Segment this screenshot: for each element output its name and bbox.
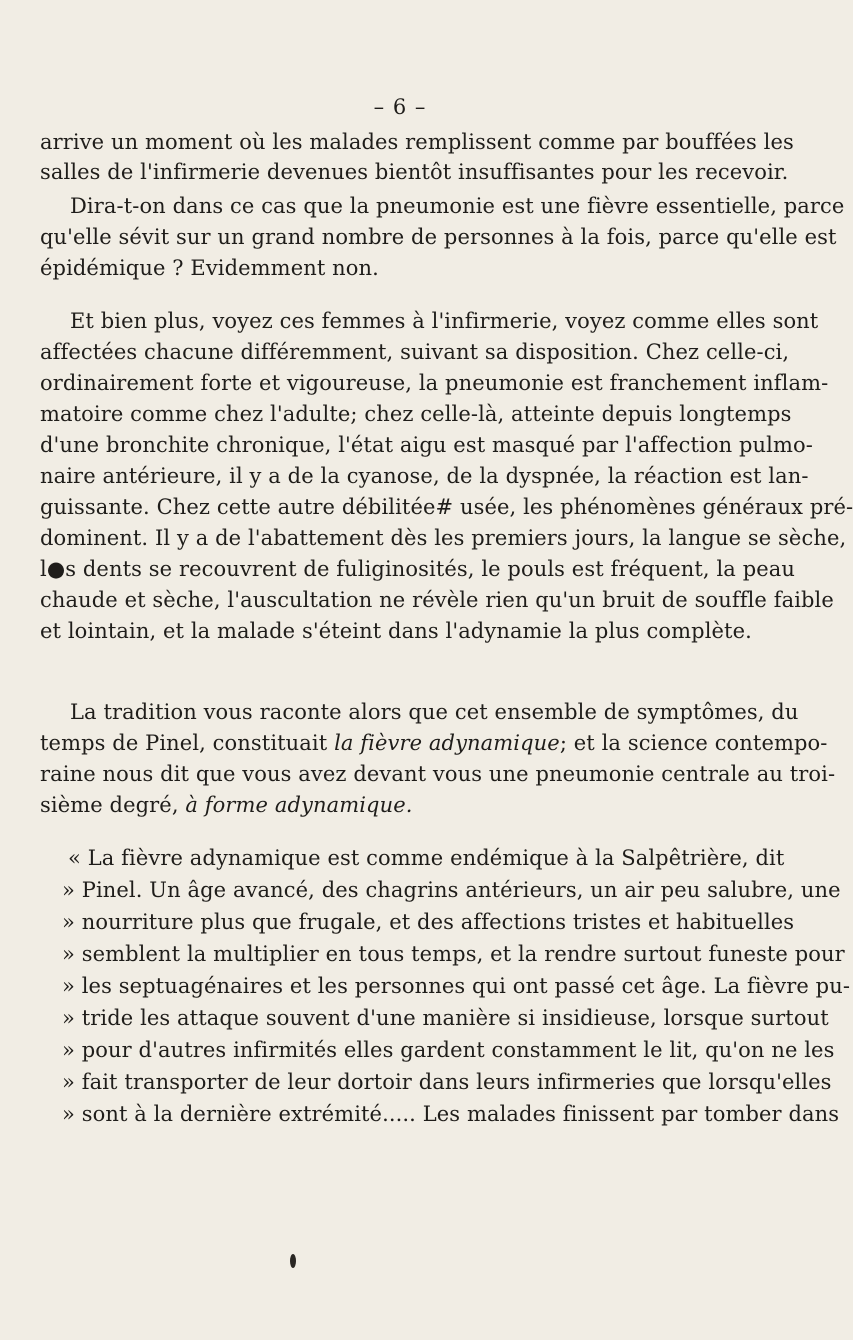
text-line: guissante. Chez cette autre débilitée# usée, les phénomènes généraux pré- xyxy=(40,495,853,519)
text-line: dominent. Il y a de l'abattement dès les premiers jours, la langue se sèche, xyxy=(40,526,847,550)
text-line: La tradition vous raconte alors que cet ensemble de symptômes, du xyxy=(70,700,799,724)
ink-blot xyxy=(290,1254,296,1268)
quote-line: » les septuagénaires et les personnes qui ont passé cet âge. La fièvre pu- xyxy=(62,974,851,998)
quote-line: » sont à la dernière extrémité..... Les malades finissent par tomber dans xyxy=(62,1102,840,1126)
text-line: ordinairement forte et vigoureuse, la pneumonie est franchement inflam- xyxy=(40,371,829,395)
text-line: épidémique ? Evidemment non. xyxy=(40,256,379,280)
text-run: sième degré, xyxy=(40,793,179,817)
text-line: et lointain, et la malade s'éteint dans l'adynamie la plus complète. xyxy=(40,619,752,643)
text-line: Et bien plus, voyez ces femmes à l'infirmerie, voyez comme elles sont xyxy=(70,309,819,333)
text-line: Dira-t-on dans ce cas que la pneumonie est une fièvre essentielle, parce xyxy=(70,194,845,218)
quote-line: » tride les attaque souvent d'une manière si insidieuse, lorsque surtout xyxy=(62,1006,829,1030)
text-line: matoire comme chez l'adulte; chez celle-là, atteinte depuis longtemps xyxy=(40,402,792,426)
page-number: – 6 – xyxy=(373,95,427,119)
text-line: chaude et sèche, l'auscultation ne révèle rien qu'un bruit de souffle faible xyxy=(40,588,834,612)
italic-term: la fièvre adynamique xyxy=(334,731,560,755)
quote-line: « La fièvre adynamique est comme endémique à la Salpêtrière, dit xyxy=(68,846,785,870)
quote-line: » fait transporter de leur dortoir dans leurs infirmeries que lorsqu'elles xyxy=(62,1070,832,1094)
text-line: qu'elle sévit sur un grand nombre de personnes à la fois, parce qu'elle est xyxy=(40,225,837,249)
text-line: salles de l'infirmerie devenues bientôt insuffisantes pour les recevoir. xyxy=(40,160,789,184)
text-line: d'une bronchite chronique, l'état aigu est masqué par l'affection pulmo- xyxy=(40,433,813,457)
italic-term: à forme adynamique. xyxy=(185,793,413,817)
text-line: raine nous dit que vous avez devant vous une pneumonie centrale au troi- xyxy=(40,762,836,786)
quote-line: » Pinel. Un âge avancé, des chagrins antérieurs, un air peu salubre, une xyxy=(62,878,841,902)
quote-line: » nourriture plus que frugale, et des affections tristes et habituelles xyxy=(62,910,795,934)
text-run: ; et la science contempo- xyxy=(559,731,828,755)
text-line: naire antérieure, il y a de la cyanose, de la dyspnée, la réaction est lan- xyxy=(40,464,809,488)
text-line: affectées chacune différemment, suivant sa disposition. Chez celle-ci, xyxy=(40,340,790,364)
text-line: arrive un moment où les malades remplissent comme par bouffées les xyxy=(40,130,794,154)
text-line-with-italic xyxy=(40,791,752,819)
quote-line: » pour d'autres infirmités elles gardent constamment le lit, qu'on ne les xyxy=(62,1038,835,1062)
text-run: temps de Pinel, constituait xyxy=(40,731,328,755)
quote-line: » semblent la multiplier en tous temps, et la rendre surtout funeste pour xyxy=(62,942,845,966)
text-line-with-italic xyxy=(40,729,828,757)
text-line: l●s dents se recouvrent de fuliginosités, le pouls est fréquent, la peau xyxy=(40,557,796,581)
